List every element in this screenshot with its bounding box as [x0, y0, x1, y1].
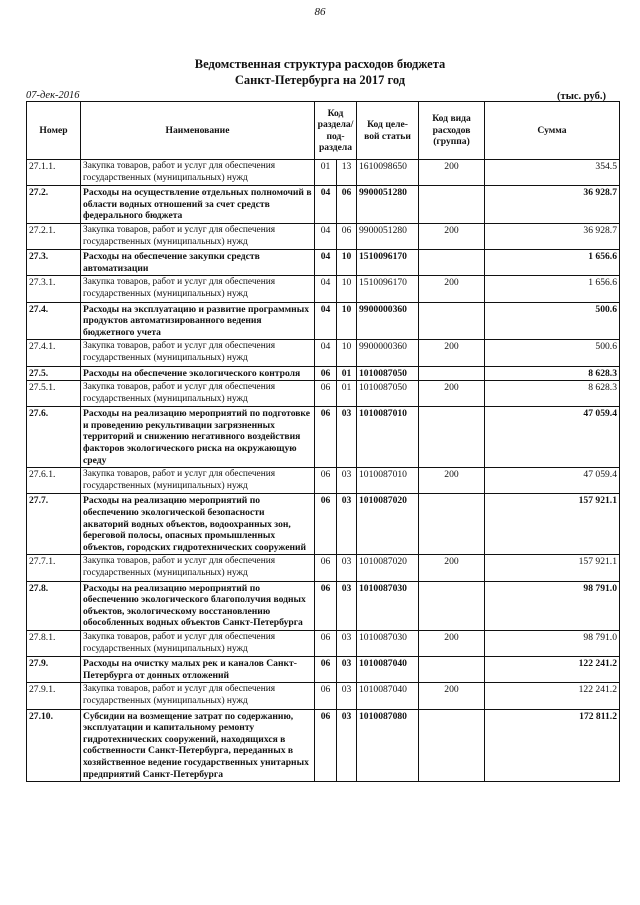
- header-sum: Сумма: [485, 102, 620, 160]
- row-number: 27.8.: [27, 581, 81, 630]
- row-number: 27.3.1.: [27, 276, 81, 302]
- row-name: Расходы на эксплуатацию и развитие программных продуктов автоматизированного ведения бюджетного учета: [81, 302, 315, 340]
- row-section-code: 06: [315, 555, 337, 581]
- row-subsection-code: 03: [337, 581, 357, 630]
- header-expense-type: Код вида расходов (группа): [419, 102, 485, 160]
- row-number: 27.4.: [27, 302, 81, 340]
- table-row: [27, 160, 620, 186]
- row-number: 27.7.1.: [27, 555, 81, 581]
- row-name: Закупка товаров, работ и услуг для обеспечения государственных (муниципальных) нужд: [81, 468, 315, 494]
- row-sum: 47 059.4: [485, 407, 620, 468]
- row-expense-type: 200: [419, 381, 485, 407]
- row-expense-type: [419, 494, 485, 555]
- row-sum: 98 791.0: [485, 581, 620, 630]
- row-target-code: 1010087030: [357, 630, 419, 656]
- row-target-code: 1010087080: [357, 709, 419, 782]
- row-section-code: 04: [315, 276, 337, 302]
- row-name: Расходы на осуществление отдельных полномочий в области водных отношений за счет средств федерального бюджета: [81, 186, 315, 224]
- table-row: [27, 494, 620, 555]
- table-row: [27, 302, 620, 340]
- row-number: 27.5.1.: [27, 381, 81, 407]
- header-section: Код раздела/ под- раздела: [315, 102, 357, 160]
- table-row: [27, 407, 620, 468]
- document-date: 07-дек-2016: [26, 90, 80, 101]
- row-name: Закупка товаров, работ и услуг для обеспечения государственных (муниципальных) нужд: [81, 160, 315, 186]
- row-subsection-code: 10: [337, 276, 357, 302]
- row-subsection-code: 03: [337, 555, 357, 581]
- row-section-code: 06: [315, 468, 337, 494]
- row-sum: 172 811.2: [485, 709, 620, 782]
- row-number: 27.10.: [27, 709, 81, 782]
- row-subsection-code: 03: [337, 657, 357, 683]
- table-row: [27, 381, 620, 407]
- row-subsection-code: 01: [337, 381, 357, 407]
- row-name: Закупка товаров, работ и услуг для обеспечения государственных (муниципальных) нужд: [81, 223, 315, 249]
- row-expense-type: [419, 366, 485, 381]
- row-sum: 500.6: [485, 340, 620, 366]
- row-sum: 1 656.6: [485, 276, 620, 302]
- row-number: 27.9.1.: [27, 683, 81, 709]
- row-expense-type: 200: [419, 630, 485, 656]
- row-subsection-code: 03: [337, 683, 357, 709]
- row-section-code: 01: [315, 160, 337, 186]
- row-sum: 500.6: [485, 302, 620, 340]
- row-subsection-code: 13: [337, 160, 357, 186]
- row-expense-type: 200: [419, 223, 485, 249]
- budget-table: [26, 101, 620, 782]
- table-row: [27, 709, 620, 782]
- row-name: Закупка товаров, работ и услуг для обеспечения государственных (муниципальных) нужд: [81, 381, 315, 407]
- row-subsection-code: 10: [337, 302, 357, 340]
- row-subsection-code: 06: [337, 223, 357, 249]
- title-line-1: Ведомственная структура расходов бюджета: [194, 57, 446, 71]
- row-section-code: 04: [315, 186, 337, 224]
- row-target-code: 9900051280: [357, 223, 419, 249]
- row-name: Расходы на реализацию мероприятий по обеспечению экологического благополучия водных объектов, экологическому восстановлению обособленных водных объектов Санкт-Петербурга: [81, 581, 315, 630]
- row-section-code: 04: [315, 340, 337, 366]
- row-section-code: 04: [315, 250, 337, 276]
- table-row: [27, 366, 620, 381]
- row-name: Расходы на обеспечение экологического контроля: [81, 366, 315, 381]
- row-target-code: 1010087040: [357, 683, 419, 709]
- row-section-code: 06: [315, 381, 337, 407]
- row-target-code: 1610098650: [357, 160, 419, 186]
- row-sum: 354.5: [485, 160, 620, 186]
- row-section-code: 06: [315, 683, 337, 709]
- row-name: Расходы на реализацию мероприятий по обеспечению экологической безопасности акваторий водных объектов, водоохранных зон, береговой полосы, опасных промышленных объектов, городских гидротехнических сооружений: [81, 494, 315, 555]
- row-number: 27.2.: [27, 186, 81, 224]
- row-subsection-code: 03: [337, 407, 357, 468]
- units-label: (тыс. руб.): [557, 91, 606, 102]
- row-number: 27.6.1.: [27, 468, 81, 494]
- row-target-code: 1010087010: [357, 468, 419, 494]
- row-target-code: 9900000360: [357, 340, 419, 366]
- row-section-code: 04: [315, 302, 337, 340]
- row-name: Закупка товаров, работ и услуг для обеспечения государственных (муниципальных) нужд: [81, 630, 315, 656]
- row-subsection-code: 01: [337, 366, 357, 381]
- row-sum: 8 628.3: [485, 366, 620, 381]
- row-subsection-code: 03: [337, 630, 357, 656]
- row-target-code: 1010087030: [357, 581, 419, 630]
- row-section-code: 04: [315, 223, 337, 249]
- row-name: Закупка товаров, работ и услуг для обеспечения государственных (муниципальных) нужд: [81, 683, 315, 709]
- table-row: [27, 630, 620, 656]
- row-number: 27.9.: [27, 657, 81, 683]
- row-name: Расходы на очистку малых рек и каналов Санкт-Петербурга от донных отложений: [81, 657, 315, 683]
- row-number: 27.6.: [27, 407, 81, 468]
- row-name: Субсидии на возмещение затрат по содержанию, эксплуатации и капитальному ремонту гидротехнических сооружений, находящихся в собственности Санкт-Петербурга, переданных в хозяйственное ведение государственных унитарных предприятий Санкт-Петербурга: [81, 709, 315, 782]
- row-expense-type: [419, 709, 485, 782]
- row-target-code: 1010087050: [357, 381, 419, 407]
- row-target-code: 1010087040: [357, 657, 419, 683]
- row-target-code: 1010087020: [357, 494, 419, 555]
- row-subsection-code: 10: [337, 340, 357, 366]
- row-sum: 157 921.1: [485, 494, 620, 555]
- table-row: [27, 250, 620, 276]
- row-target-code: 9900000360: [357, 302, 419, 340]
- table-row: [27, 186, 620, 224]
- row-target-code: 9900051280: [357, 186, 419, 224]
- row-number: 27.4.1.: [27, 340, 81, 366]
- row-sum: 98 791.0: [485, 630, 620, 656]
- row-sum: 8 628.3: [485, 381, 620, 407]
- row-number: 27.8.1.: [27, 630, 81, 656]
- header-target: Код целе- вой статьи: [357, 102, 419, 160]
- table-row: [27, 468, 620, 494]
- row-number: 27.7.: [27, 494, 81, 555]
- row-section-code: 06: [315, 581, 337, 630]
- page-title: [0, 56, 640, 88]
- row-sum: 47 059.4: [485, 468, 620, 494]
- row-expense-type: [419, 657, 485, 683]
- row-section-code: 06: [315, 494, 337, 555]
- row-name: Закупка товаров, работ и услуг для обеспечения государственных (муниципальных) нужд: [81, 340, 315, 366]
- row-section-code: 06: [315, 709, 337, 782]
- row-section-code: 06: [315, 657, 337, 683]
- row-name: Расходы на обеспечение закупки средств автоматизации: [81, 250, 315, 276]
- row-number: 27.5.: [27, 366, 81, 381]
- row-expense-type: [419, 581, 485, 630]
- row-target-code: 1010087010: [357, 407, 419, 468]
- row-section-code: 06: [315, 630, 337, 656]
- row-subsection-code: 03: [337, 709, 357, 782]
- row-subsection-code: 06: [337, 186, 357, 224]
- row-expense-type: [419, 186, 485, 224]
- row-target-code: 1510096170: [357, 250, 419, 276]
- table-body: [27, 160, 620, 782]
- row-subsection-code: 10: [337, 250, 357, 276]
- table-row: [27, 555, 620, 581]
- row-expense-type: 200: [419, 468, 485, 494]
- row-sum: 36 928.7: [485, 223, 620, 249]
- row-target-code: 1010087050: [357, 366, 419, 381]
- row-number: 27.2.1.: [27, 223, 81, 249]
- table-row: [27, 223, 620, 249]
- row-expense-type: [419, 407, 485, 468]
- page-number: 86: [314, 6, 326, 18]
- table-row: [27, 657, 620, 683]
- row-sum: 36 928.7: [485, 186, 620, 224]
- header-name: Наименование: [81, 102, 315, 160]
- row-number: 27.1.1.: [27, 160, 81, 186]
- row-section-code: 06: [315, 407, 337, 468]
- table-header: [27, 102, 620, 160]
- row-expense-type: 200: [419, 276, 485, 302]
- row-expense-type: [419, 302, 485, 340]
- row-subsection-code: 03: [337, 468, 357, 494]
- table-row: [27, 683, 620, 709]
- title-line-2: Санкт-Петербурга на 2017 год: [234, 73, 406, 87]
- row-expense-type: 200: [419, 340, 485, 366]
- row-sum: 1 656.6: [485, 250, 620, 276]
- row-sum: 122 241.2: [485, 657, 620, 683]
- row-section-code: 06: [315, 366, 337, 381]
- row-expense-type: [419, 250, 485, 276]
- row-name: Закупка товаров, работ и услуг для обеспечения государственных (муниципальных) нужд: [81, 555, 315, 581]
- row-target-code: 1510096170: [357, 276, 419, 302]
- table-row: [27, 340, 620, 366]
- row-expense-type: 200: [419, 683, 485, 709]
- row-name: Закупка товаров, работ и услуг для обеспечения государственных (муниципальных) нужд: [81, 276, 315, 302]
- row-expense-type: 200: [419, 160, 485, 186]
- row-target-code: 1010087020: [357, 555, 419, 581]
- table-row: [27, 581, 620, 630]
- row-name: Расходы на реализацию мероприятий по подготовке и проведению рекультивации загрязненных территорий и снижению негативного воздействия факторов экологического риска на окружающую среду: [81, 407, 315, 468]
- row-number: 27.3.: [27, 250, 81, 276]
- row-subsection-code: 03: [337, 494, 357, 555]
- table-row: [27, 276, 620, 302]
- header-number: Номер: [27, 102, 81, 160]
- row-sum: 122 241.2: [485, 683, 620, 709]
- row-sum: 157 921.1: [485, 555, 620, 581]
- row-expense-type: 200: [419, 555, 485, 581]
